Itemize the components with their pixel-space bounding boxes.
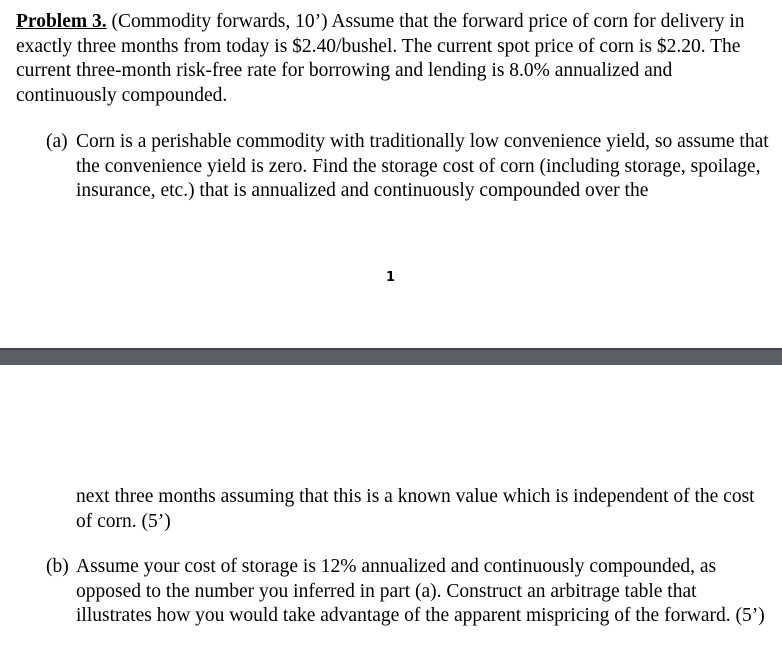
part-a-text-second: next three months assuming that this is a known value which is independent of the cost of corn. (5’) (76, 486, 755, 532)
part-a-label: (a) (46, 131, 68, 152)
part-a-first-page (46, 130, 771, 204)
page-separator (0, 348, 782, 365)
problem-statement (16, 10, 776, 108)
part-b-label: (b) (46, 556, 69, 577)
part-a-text-first: Corn is a perishable commodity with traditionally low convenience yield, so assume that the convenience yield is zero. Find the storage cost of corn (including storage, spoilage, insurance, etc.) that is annualized and continuously compounded over the (76, 131, 769, 201)
problem-heading: Problem 3. (16, 11, 107, 32)
part-b (46, 555, 771, 629)
page-2 (0, 365, 782, 666)
page-number: 1 (386, 270, 396, 285)
problem-intro: (Commodity forwards, 10’) Assume that the forward price of corn for delivery in exactly three months from today is $2.40/bushel. The current spot price of corn is $2.20. The current three-month risk-free rate for borrowing and lending is 8.0% annualized and continuously compounded. (16, 11, 745, 106)
part-b-text: Assume your cost of storage is 12% annualized and continuously compounded, as opposed to the number you inferred in part (a). Construct an arbitrage table that illustrates how you would take advantage of the apparent mispricing of the forward. (5’) (76, 556, 765, 626)
part-a-second-page (76, 485, 771, 534)
